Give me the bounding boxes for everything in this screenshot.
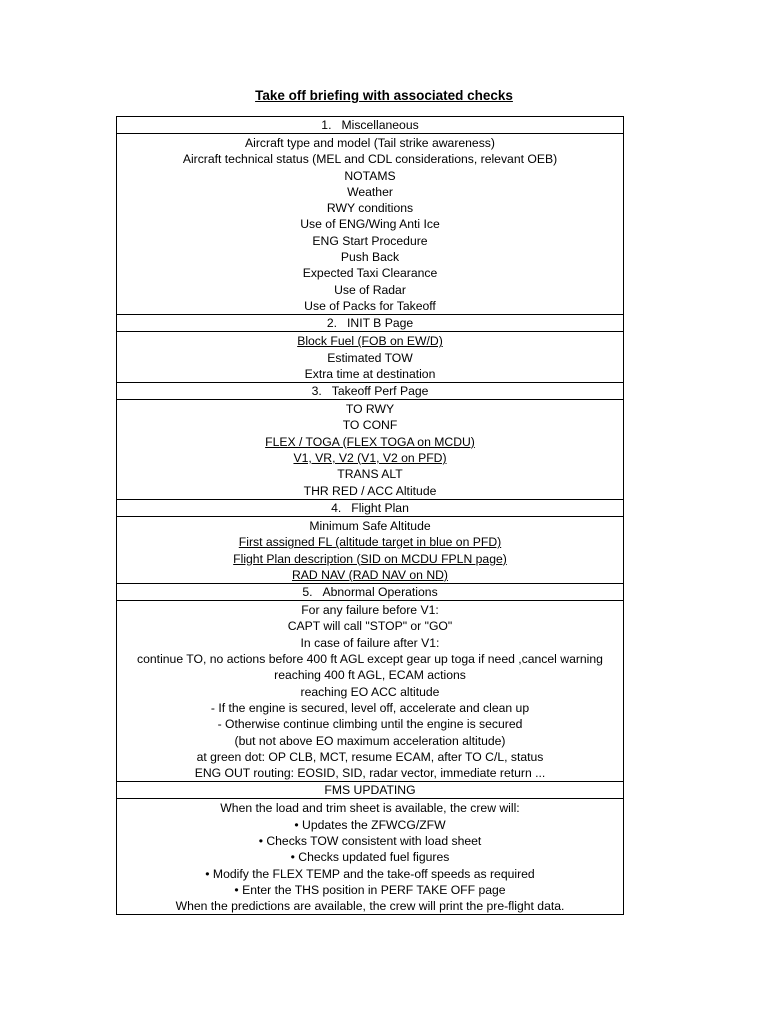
checklist-item: Use of Radar xyxy=(334,282,406,297)
section-title: Flight Plan xyxy=(351,500,409,515)
checklist-item: at green dot: OP CLB, MCT, resume ECAM, after TO C/L, status xyxy=(196,749,544,764)
checklist-item: In case of failure after V1: xyxy=(300,635,440,650)
checklist-item: ENG Start Procedure xyxy=(312,233,428,248)
checklist-item: TO CONF xyxy=(342,418,398,433)
checklist-item: (but not above EO maximum acceleration altitude) xyxy=(234,733,506,748)
checklist-item: continue TO, no actions before 400 ft AGL except gear up toga if need ,cancel warning xyxy=(137,652,603,667)
section-body xyxy=(117,799,623,914)
section-title: Takeoff Perf Page xyxy=(331,384,429,399)
briefing-checklist-table xyxy=(116,116,624,915)
checklist-item: V1, VR, V2 (V1, V2 on PFD) xyxy=(293,451,447,466)
section-header xyxy=(117,315,623,332)
checklist-item: - If the engine is secured, level off, accelerate and clean up xyxy=(210,700,530,715)
checklist-item: RAD NAV (RAD NAV on ND) xyxy=(292,567,448,582)
checklist-section xyxy=(117,314,623,382)
checklist-item: - Otherwise continue climbing until the engine is secured xyxy=(217,717,523,732)
section-number: 5. xyxy=(302,585,313,600)
checklist-item: reaching EO ACC altitude xyxy=(300,684,440,699)
section-title: FMS UPDATING xyxy=(324,783,416,798)
checklist-item: When the load and trim sheet is available, the crew will: xyxy=(220,801,520,816)
section-header xyxy=(117,117,623,134)
section-number: 2. xyxy=(326,316,337,331)
checklist-item: • Modify the FLEX TEMP and the take-off speeds as required xyxy=(205,866,535,881)
section-number: 3. xyxy=(311,384,322,399)
section-body xyxy=(117,332,623,382)
checklist-item: Block Fuel (FOB on EW/D) xyxy=(297,334,443,349)
checklist-section xyxy=(117,499,623,583)
checklist-section xyxy=(117,382,623,499)
checklist-item: Aircraft type and model (Tail strike awareness) xyxy=(245,136,495,150)
checklist-item: • Enter the THS position in PERF TAKE OFF page xyxy=(234,882,506,897)
checklist-item: Push Back xyxy=(340,250,400,265)
section-number: 1. xyxy=(321,118,332,132)
checklist-item: RWY conditions xyxy=(326,201,414,216)
section-header xyxy=(117,383,623,400)
checklist-item: FLEX / TOGA (FLEX TOGA on MCDU) xyxy=(265,434,475,449)
checklist-section xyxy=(117,583,623,781)
checklist-section xyxy=(117,781,623,914)
checklist-item: Use of Packs for Takeoff xyxy=(304,298,436,313)
checklist-item: Expected Taxi Clearance xyxy=(302,266,438,281)
checklist-item: • Checks updated fuel figures xyxy=(290,850,450,865)
section-header xyxy=(117,584,623,601)
section-body xyxy=(117,400,623,499)
section-body xyxy=(117,601,623,781)
section-header xyxy=(117,782,623,799)
checklist-item: TRANS ALT xyxy=(337,467,403,482)
section-title: INIT B Page xyxy=(347,316,414,331)
document-title: Take off briefing with associated checks xyxy=(255,88,513,103)
checklist-item: • Updates the ZFWCG/ZFW xyxy=(294,817,446,832)
checklist-item: First assigned FL (altitude target in blue on PFD) xyxy=(238,535,502,550)
section-number: 4. xyxy=(331,500,342,515)
checklist-item: Minimum Safe Altitude xyxy=(309,518,431,533)
checklist-item: For any failure before V1: xyxy=(301,603,439,618)
checklist-item: Aircraft technical status (MEL and CDL considerations, relevant OEB) xyxy=(182,152,558,167)
checklist-item: CAPT will call "STOP" or "GO" xyxy=(287,619,453,634)
section-body xyxy=(117,134,623,314)
checklist-item: Weather xyxy=(347,184,393,199)
checklist-item: Extra time at destination xyxy=(304,366,436,381)
checklist-item: reaching 400 ft AGL, ECAM actions xyxy=(274,668,466,683)
checklist-item: Use of ENG/Wing Anti Ice xyxy=(300,217,440,232)
section-header xyxy=(117,500,623,517)
checklist-item: THR RED / ACC Altitude xyxy=(303,483,437,498)
checklist-item: NOTAMS xyxy=(344,168,396,183)
section-title: Abnormal Operations xyxy=(322,585,438,600)
checklist-item: ENG OUT routing: EOSID, SID, radar vector, immediate return ... xyxy=(194,766,546,781)
checklist-item: When the predictions are available, the crew will print the pre-flight data. xyxy=(175,899,565,914)
section-body xyxy=(117,517,623,583)
checklist-section xyxy=(117,117,623,314)
section-title: Miscellaneous xyxy=(341,118,419,132)
checklist-item: Flight Plan description (SID on MCDU FPLN page) xyxy=(233,551,507,566)
checklist-item: TO RWY xyxy=(345,402,395,417)
checklist-item: • Checks TOW consistent with load sheet xyxy=(258,833,482,848)
checklist-item: Estimated TOW xyxy=(327,350,413,365)
